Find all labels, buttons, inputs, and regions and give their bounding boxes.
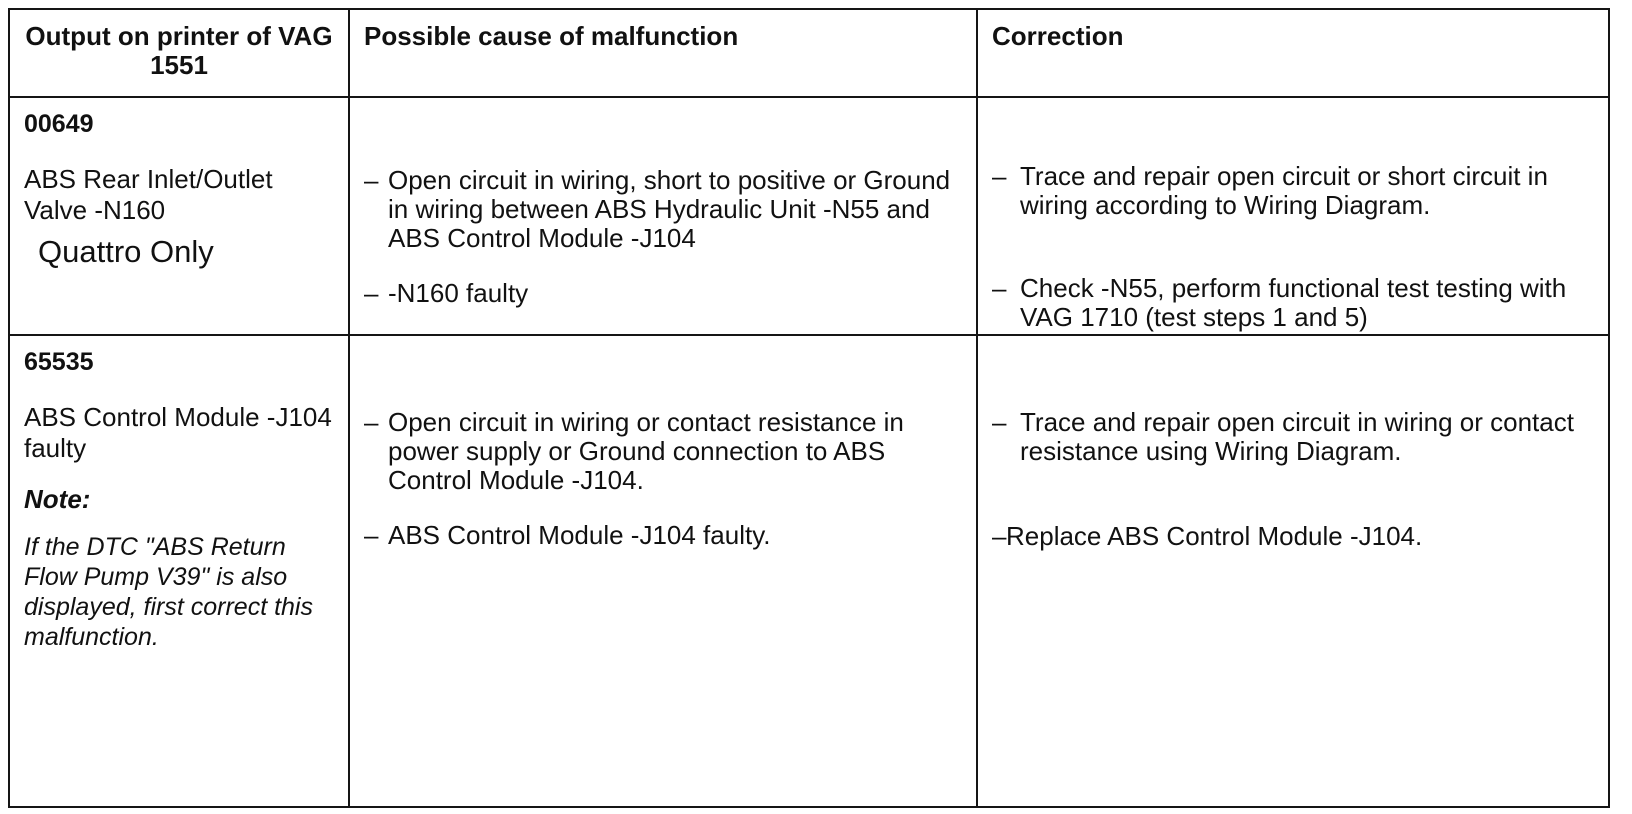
correction-cell [977,97,1609,335]
correction-text: Trace and repair open circuit or short circuit in wiring according to Wiring Diagram. [1020,161,1548,220]
correction-item [992,522,1594,551]
document-page [8,8,1632,814]
fault-code: 00649 [24,110,94,138]
header-correction-label: Correction [992,21,1124,51]
dash-marker: – [992,521,1007,551]
fault-description: ABS Rear Inlet/Outlet Valve -N160 [24,164,273,225]
fault-code-table [8,8,1610,808]
cause-cell [349,335,977,807]
dash-marker: – [364,165,379,195]
dash-marker: – [364,407,379,437]
table-row [9,335,1609,807]
cause-text: Open circuit in wiring or contact resistance in power supply or Ground connection to ABS Control Module -J104. [388,407,904,495]
header-cell-output [9,9,349,97]
correction-item [992,408,1594,466]
correction-item [992,274,1594,332]
dash-marker: – [992,407,1007,437]
dash-marker: – [364,278,379,308]
cause-cell [349,97,977,335]
correction-text: Trace and repair open circuit in wiring or contact resistance using Wiring Diagram. [1020,407,1574,466]
cause-text: -N160 faulty [388,278,529,308]
correction-text: Replace ABS Control Module -J104. [1006,521,1423,551]
table-row [9,97,1609,335]
cause-text: ABS Control Module -J104 faulty. [388,520,771,550]
table-header-row [9,9,1609,97]
header-cause-label: Possible cause of malfunction [364,21,739,51]
quattro-only-note: Quattro Only [38,234,214,269]
correction-text: Check -N55, perform functional test testing with VAG 1710 (test steps 1 and 5) [1020,273,1567,332]
output-cell [9,97,349,335]
header-output-label: Output on printer of VAG 1551 [25,21,333,80]
dash-marker: – [364,520,379,550]
fault-code: 65535 [24,348,94,376]
cause-item [364,166,962,253]
cause-item [364,408,962,495]
correction-item [992,162,1594,220]
cause-item [364,279,962,308]
header-cell-cause [349,9,977,97]
output-cell [9,335,349,807]
note-text: If the DTC "ABS Return Flow Pump V39" is also displayed, first correct this malfunction. [24,533,313,651]
dash-marker: – [992,161,1007,191]
cause-text: Open circuit in wiring, short to positive or Ground in wiring between ABS Hydraulic Unit -N55 and ABS Control Module -J104 [388,165,951,253]
cause-item [364,521,962,550]
header-cell-correction [977,9,1609,97]
fault-description: ABS Control Module -J104 faulty [24,402,332,463]
correction-cell [977,335,1609,807]
note-title: Note: [24,484,91,514]
dash-marker: – [992,273,1007,303]
